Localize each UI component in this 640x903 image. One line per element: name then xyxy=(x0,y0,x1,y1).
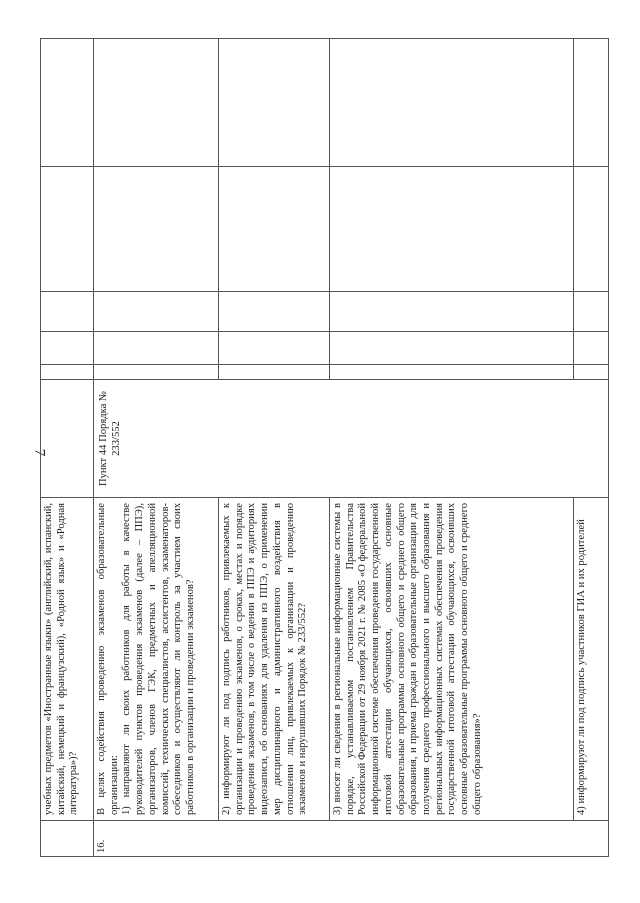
answer-cell xyxy=(41,39,94,167)
answer-cell xyxy=(574,365,609,380)
checklist-table xyxy=(40,38,609,857)
answer-cell xyxy=(330,292,574,332)
checklist-page xyxy=(40,39,608,857)
table-row xyxy=(94,39,219,857)
question-text: 4) информируют ли под подпись участников ГИА и их родителей xyxy=(574,498,609,821)
question-text: учебных предметов «Иностранные языки» (английский, испанский, китайский, немецкий и французский), «Родной язык» и «Родная литература»)? xyxy=(41,498,94,821)
answer-cell xyxy=(574,167,609,292)
answer-cell xyxy=(94,332,219,365)
answer-cell xyxy=(94,292,219,332)
answer-cell xyxy=(574,292,609,332)
answer-cell xyxy=(330,167,574,292)
answer-cell xyxy=(41,332,94,365)
row-number: 16. xyxy=(94,821,609,857)
answer-cell xyxy=(94,167,219,292)
question-text: В целях содействия проведению экзаменов образовательные организации: 1) направляют ли своих работников для работы в качестве руководителей пунктов проведения экзаменов (далее – ППЭ), организаторов, членов ГЭК, предметных и апелляционной комиссий, технических специалистов, ассистентов, экзаменаторов-собеседников и осуществляют ли контроль за участием своих работников в организации и проведении экзаменов? xyxy=(94,498,219,821)
answer-cell xyxy=(41,292,94,332)
answer-cell xyxy=(94,39,219,167)
answer-cell xyxy=(219,332,330,365)
norm-reference xyxy=(41,380,94,498)
answer-cell xyxy=(574,39,609,167)
answer-cell xyxy=(330,39,574,167)
question-text: 2) информируют ли под подпись работников, привлекаемых к организации и проведению экзаменов, о сроках, местах и порядке проведения экзаменов, в том числе о ведении в ППЭ и аудиториях видеозаписи, об основаниях для удаления из ППЭ, о применении мер дисциплинарного и административного воздействия в отношении лиц, привлекаемых к организации и проведению экзаменов и нарушивших Порядок № 233/552? xyxy=(219,498,330,821)
answer-cell xyxy=(219,292,330,332)
norm-reference: Пункт 44 Порядка № 233/552 xyxy=(94,380,609,498)
row-number xyxy=(41,821,94,857)
answer-cell xyxy=(41,365,94,380)
answer-cell xyxy=(219,167,330,292)
answer-cell xyxy=(41,167,94,292)
answer-cell xyxy=(219,39,330,167)
table-row xyxy=(41,39,94,857)
answer-cell xyxy=(219,365,330,380)
page-number: 7 xyxy=(31,448,48,457)
question-text: 3) вносят ли сведения в региональные информационные системы в порядке, устанавливаемом постановлением Правительства Российской Федерации от 29 ноября 2021 г. № 2085 «О федеральной информационной системе обеспечения проведения государственной итоговой аттестации обучающихся, освоивших основные образовательные программы основного общего и среднего общего образования, и приема граждан в образовательные организации для получения среднего профессионального и высшего образования и региональных информационных системах обеспечения проведения государственной итоговой аттестации обучающихся, освоивших основные образовательные программы основного общего и среднего общего образования»? xyxy=(330,498,574,821)
answer-cell xyxy=(574,332,609,365)
answer-cell xyxy=(330,332,574,365)
answer-cell xyxy=(330,365,574,380)
answer-cell xyxy=(94,365,219,380)
